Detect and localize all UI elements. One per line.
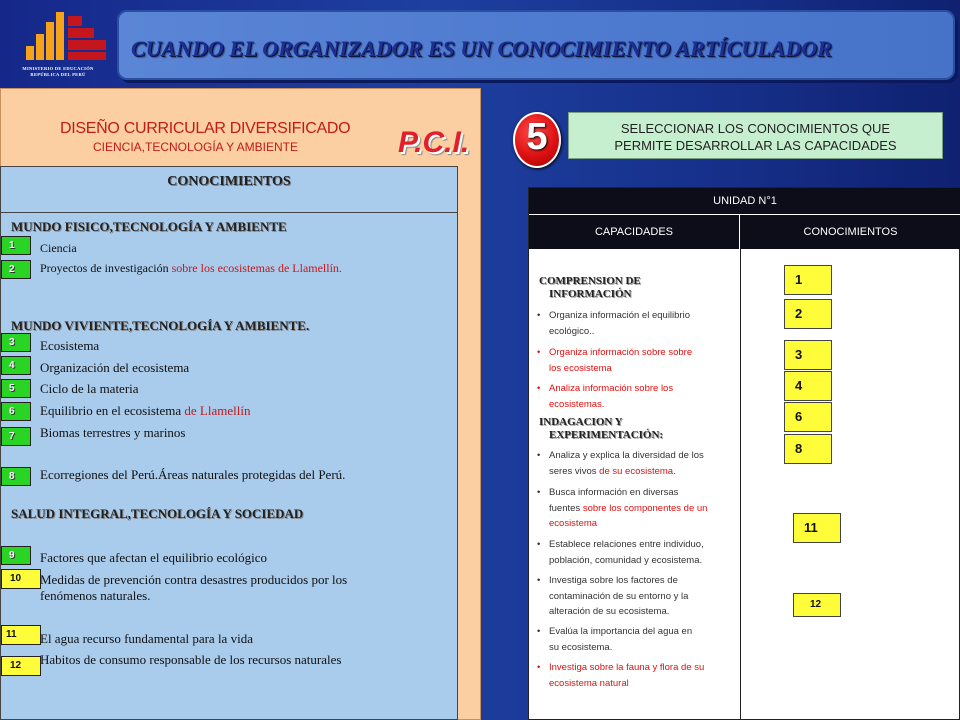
- list-item: Habitos de consumo responsable de los recursos naturales: [40, 652, 342, 667]
- capacity-category: COMPRENSION DE INFORMACIÓN: [539, 275, 641, 300]
- item-number-tag: 7: [1, 427, 31, 446]
- knowledge-table-header: CONOCIMIENTOS: [0, 166, 458, 213]
- item-number-tag: 6: [1, 402, 31, 421]
- capacity-item: • Investiga sobre los factores de contaminación de su entorno y la alteración de su ecosistema.: [537, 575, 689, 617]
- selected-knowledge-tag: 11: [793, 513, 841, 543]
- step-badge: 5: [513, 112, 561, 168]
- item-number-tag: 3: [1, 333, 31, 352]
- list-item: Ciencia: [40, 241, 77, 255]
- item-number-tag: 8: [1, 467, 31, 486]
- list-item: Equilibrio en el ecosistema de Llamellín: [40, 403, 251, 418]
- list-item: El agua recurso fundamental para la vida: [40, 631, 253, 646]
- logo-caption: MINISTERIO DE EDUCACIÓN REPÚBLICA DEL PERÚ: [22, 66, 94, 77]
- item-number-tag: 11: [1, 625, 41, 645]
- selected-knowledge-tag: 4: [784, 371, 832, 401]
- capacity-category: INDAGACION Y EXPERIMENTACIÓN:: [539, 416, 664, 441]
- selected-knowledge-tag: 6: [784, 402, 832, 432]
- list-item: Ecosistema: [40, 338, 100, 353]
- item-number-tag: 12: [1, 656, 41, 676]
- section-title: MUNDO FISICO,TECNOLOGÍA Y AMBIENTE: [11, 219, 287, 234]
- list-item: Medidas de prevención contra desastres producidos por los fenómenos naturales.: [40, 572, 348, 603]
- ministry-logo: [8, 10, 108, 88]
- pci-label: P.C.I.: [398, 126, 470, 159]
- section-title: MUNDO VIVIENTE,TECNOLOGÍA Y AMBIENTE.: [11, 318, 310, 333]
- list-item: Organización del ecosistema: [40, 360, 190, 375]
- item-number-tag: 2: [1, 260, 31, 279]
- knowledge-header: CONOCIMIENTOS: [740, 215, 960, 249]
- item-number-tag: 5: [1, 379, 31, 398]
- capacity-item: • Busca información en diversas fuentes sobre los componentes de un ecosistema: [537, 487, 708, 529]
- list-item: Factores que afectan el equilibrio ecológico: [40, 550, 268, 565]
- selected-knowledge-tag: 2: [784, 299, 832, 329]
- unit-header: UNIDAD N°1: [529, 188, 960, 215]
- capacity-item: • Investiga sobre la fauna y flora de su ecosistema natural: [537, 662, 705, 689]
- capacity-item: • Analiza información sobre los ecosistemas.: [537, 383, 674, 410]
- item-number-tag: 1: [1, 236, 31, 255]
- selected-knowledge-tag: 12: [793, 593, 841, 617]
- list-item: Ecorregiones del Perú.Áreas naturales protegidas del Perú.: [40, 467, 346, 482]
- title-banner: [117, 10, 955, 80]
- item-number-tag: 9: [1, 546, 31, 565]
- area-subheading: CIENCIA,TECNOLOGÍA Y AMBIENTE: [93, 140, 298, 154]
- item-number-tag: 4: [1, 356, 31, 375]
- capacity-item: • Analiza y explica la diversidad de los seres vivos de su ecosistema.: [537, 450, 704, 477]
- capacities-header: CAPACIDADES: [529, 215, 740, 249]
- selected-knowledge-tag: 3: [784, 340, 832, 370]
- instruction-box: SELECCIONAR LOS CONOCIMIENTOS QUE PERMITE DESARROLLAR LAS CAPACIDADES: [568, 112, 943, 159]
- item-number-tag: 10: [1, 569, 41, 589]
- section-title: SALUD INTEGRAL,TECNOLOGÍA Y SOCIEDAD: [11, 506, 304, 521]
- list-item: Proyectos de investigación sobre los ecosistemas de Llamellín.: [40, 261, 342, 275]
- selected-knowledge-tag: 1: [784, 265, 832, 295]
- page-title: CUANDO EL ORGANIZADOR ES UN CONOCIMIENTO ARTÍCULADOR: [131, 36, 832, 61]
- list-item: Biomas terrestres y marinos: [40, 425, 186, 440]
- capacity-item: • Evalúa la importancia del agua en su ecosistema.: [537, 626, 693, 653]
- capacity-item: • Establece relaciones entre individuo, población, comunidad y ecosistema.: [537, 539, 704, 566]
- unit-table: [528, 187, 960, 720]
- capacity-item: • Organiza información el equilibrio ecológico..: [537, 310, 690, 337]
- capacity-item: • Organiza información sobre sobre los ecosistema: [537, 347, 693, 374]
- curriculum-heading: DISEÑO CURRICULAR DIVERSIFICADO: [60, 120, 351, 137]
- list-item: Ciclo de la materia: [40, 381, 139, 396]
- selected-knowledge-tag: 8: [784, 434, 832, 464]
